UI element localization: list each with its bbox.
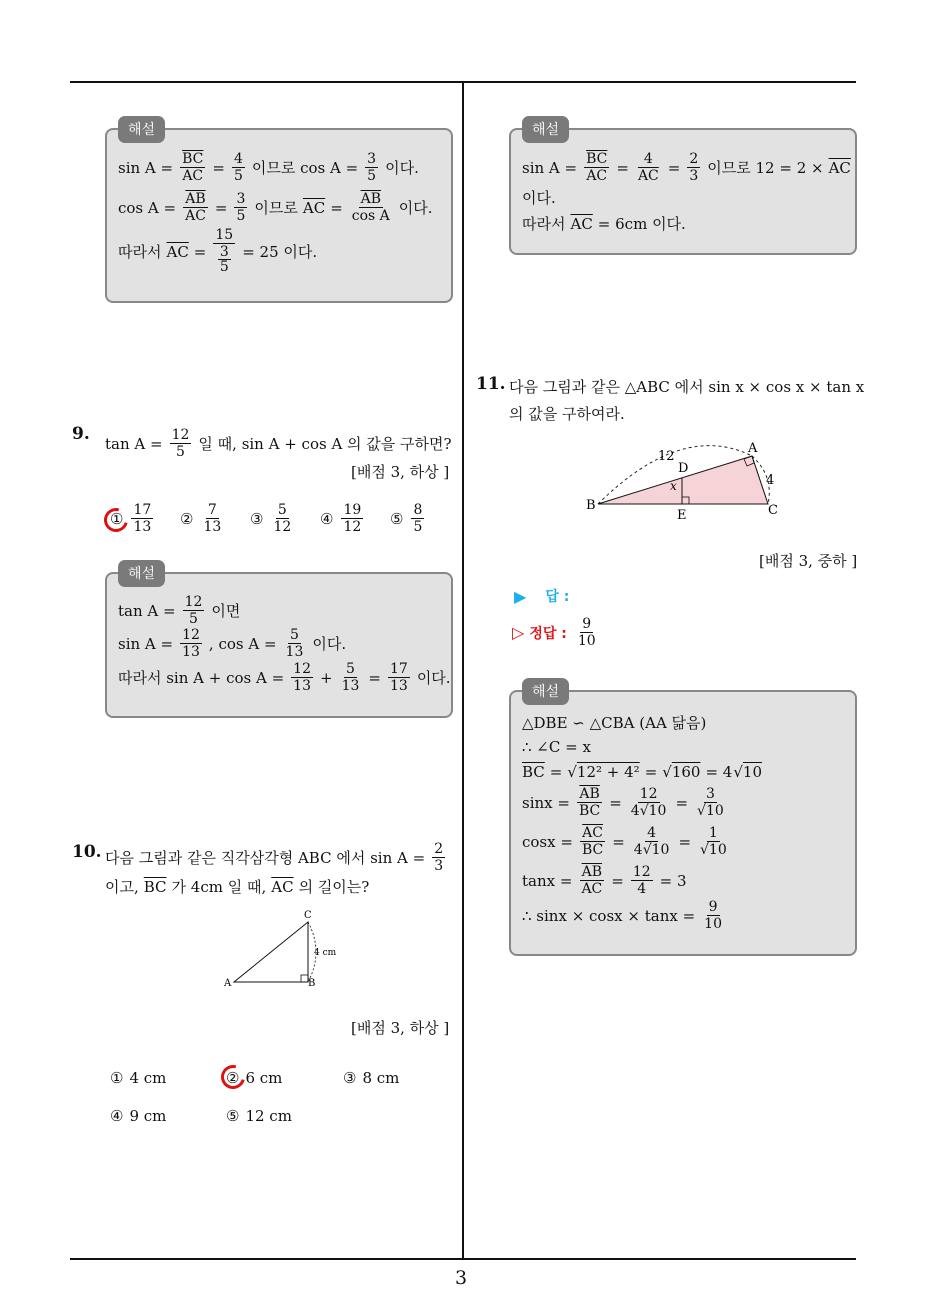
- numerator: 17: [389, 661, 408, 677]
- segment-ac: $\overline{AC}$: [302, 198, 326, 217]
- solution-box-q10: [509, 128, 857, 255]
- choice-3[interactable]: [250, 503, 295, 534]
- text: =: [616, 158, 629, 177]
- solution-line: [118, 662, 451, 693]
- vertex-label-b: B: [586, 498, 596, 513]
- numerator: 3: [367, 151, 377, 167]
- right-angle-mark: [301, 975, 308, 982]
- denominator: [216, 244, 233, 275]
- text: cos A =: [118, 198, 177, 217]
- numerator: 1: [708, 825, 718, 841]
- solution-line: [522, 900, 726, 931]
- numerator: 5: [277, 502, 287, 518]
- solution-line: [522, 152, 851, 183]
- text: 따라서: [118, 243, 162, 262]
- length-label-4: 4: [766, 473, 775, 488]
- answer-label: 답 :: [545, 589, 570, 605]
- denominator: 5: [413, 518, 423, 535]
- radicand: 10: [742, 763, 763, 781]
- numerator: $\overline{AC}$: [582, 825, 603, 841]
- choice-text: 8 cm: [362, 1069, 400, 1087]
- text: 이다.: [416, 669, 451, 688]
- question-number: 10.: [72, 842, 102, 862]
- correct-answer-label: 정답 :: [529, 625, 567, 642]
- choice-marker: ①: [110, 509, 124, 528]
- question-stem-line2: [105, 876, 369, 897]
- denominator: 13: [182, 643, 200, 660]
- score-label: [배점 3, 하상 ]: [351, 1019, 450, 1037]
- choice-text: 9 cm: [129, 1107, 167, 1125]
- text: 이므로: [254, 199, 298, 218]
- fraction: [170, 428, 192, 459]
- text: =: [214, 198, 228, 217]
- fraction: [629, 787, 669, 818]
- fraction: [636, 152, 661, 183]
- fraction: [232, 152, 245, 183]
- text: =: [193, 242, 207, 261]
- fraction: [584, 152, 609, 183]
- text: = 4: [705, 763, 733, 781]
- text: = 3: [659, 871, 687, 890]
- vertex-label-e: E: [677, 508, 687, 523]
- text: 이다.: [398, 199, 433, 218]
- choice-5[interactable]: [226, 1107, 292, 1125]
- vertex-label-a: A: [748, 441, 758, 456]
- fraction: [183, 192, 208, 223]
- length-label-12: 12: [658, 449, 675, 464]
- denominator: 13: [133, 518, 152, 535]
- denominator: 5: [176, 443, 185, 460]
- denominator: 13: [341, 677, 360, 694]
- denominator: AC: [581, 880, 603, 897]
- inner-numerator: 3: [219, 243, 229, 260]
- text: 이므로 cos A =: [251, 159, 359, 178]
- numerator: 12: [639, 786, 658, 802]
- numerator: 3: [236, 191, 246, 207]
- text: 가 4cm 일 때,: [171, 878, 267, 896]
- denominator: AC: [185, 207, 206, 224]
- denominator: 4√10: [633, 841, 670, 858]
- denominator: 3: [434, 857, 444, 874]
- question-number: 11.: [476, 374, 506, 394]
- correct-answer-row: [512, 617, 600, 648]
- denominator: BC: [581, 841, 604, 858]
- choice-marker: ②: [226, 1069, 240, 1087]
- fraction: [341, 503, 363, 534]
- denominator: cos A: [351, 207, 390, 224]
- text: tanx =: [522, 871, 573, 890]
- text: 이면: [211, 602, 241, 621]
- inner-denominator: 5: [219, 259, 229, 276]
- outline-triangle-icon: ▷: [512, 623, 525, 643]
- fraction: [271, 503, 293, 534]
- numerator: 12: [632, 864, 651, 880]
- text: =: [212, 158, 225, 177]
- segment-ac: $\overline{AC}$: [828, 158, 851, 177]
- fraction: [131, 503, 153, 534]
- solution-line: [118, 628, 346, 659]
- numerator: 12: [293, 661, 311, 677]
- fraction: [702, 900, 724, 931]
- denominator: AC: [637, 167, 659, 184]
- solution-tag: 해설: [522, 116, 569, 143]
- choice-marker: ①: [110, 1069, 124, 1087]
- numerator: 15: [215, 227, 234, 243]
- text: sin A =: [522, 158, 578, 177]
- triangle-abc: [234, 922, 308, 982]
- fraction: [234, 192, 247, 223]
- question-number: 9.: [72, 424, 90, 444]
- text: tan A =: [105, 434, 163, 453]
- segment-bc: $\overline{BC}$: [143, 877, 167, 896]
- solution-line: [522, 826, 731, 857]
- denominator: 5: [189, 610, 198, 627]
- choice-3[interactable]: [343, 1069, 399, 1087]
- vertex-label-a: A: [224, 978, 232, 989]
- solution-line: [118, 192, 433, 223]
- fraction: [579, 865, 604, 896]
- text: 일 때, sin A + cos A 의 값을 구하면?: [198, 435, 452, 454]
- denominator: 13: [203, 518, 222, 535]
- fraction: [180, 152, 205, 183]
- choice-text: 4 cm: [129, 1069, 167, 1087]
- score-label: [배점 3, 중하 ]: [759, 552, 858, 570]
- denominator: 13: [293, 677, 311, 694]
- play-triangle-icon: ▶: [514, 586, 527, 606]
- question-stem: [105, 428, 452, 459]
- text: = 6cm 이다.: [597, 215, 686, 233]
- numerator: 5: [346, 661, 355, 677]
- segment-bc: $\overline{BC}$: [522, 763, 545, 781]
- fraction: [388, 662, 410, 693]
- bottom-rule: [70, 1258, 856, 1260]
- text: =: [612, 832, 625, 851]
- numerator: 2: [434, 841, 444, 857]
- numerator: $\overline{AB}$: [581, 864, 603, 880]
- triangle-figure-q11: [582, 436, 792, 526]
- text: = 25 이다.: [242, 243, 318, 262]
- text: 따라서 sin A + cos A =: [118, 669, 285, 688]
- denominator: 10: [704, 915, 722, 932]
- text: sinx =: [522, 793, 570, 812]
- denominator: AC: [182, 167, 204, 184]
- choice-text: 12 cm: [245, 1107, 292, 1125]
- triangle-figure-q10: [220, 905, 350, 995]
- fraction: [284, 628, 306, 659]
- numerator: $\overline{BC}$: [182, 151, 204, 167]
- denominator: 10: [577, 632, 596, 649]
- solution-line: [522, 763, 762, 781]
- numerator: 2: [689, 151, 699, 167]
- fraction: [698, 826, 729, 857]
- fraction: [365, 152, 378, 183]
- numerator: 12: [184, 594, 203, 610]
- sqrt: √12² + 4²: [567, 763, 640, 781]
- text: 의 길이는?: [298, 878, 370, 896]
- fraction: [411, 503, 424, 534]
- numerator: 7: [207, 502, 217, 518]
- denominator: BC: [578, 802, 601, 819]
- solution-tag: 해설: [118, 560, 165, 587]
- numerator: 5: [289, 627, 299, 643]
- numerator: 4: [647, 825, 657, 841]
- text: =: [368, 668, 381, 687]
- fraction: [350, 192, 392, 223]
- fraction: [183, 595, 205, 626]
- text: +: [320, 668, 333, 687]
- denominator: 5: [367, 167, 377, 184]
- vertex-label-c: C: [768, 503, 778, 518]
- choice-marker: ⑤: [390, 509, 404, 528]
- text: cosx =: [522, 832, 573, 851]
- vertex-label-d: D: [678, 461, 689, 476]
- fraction: [201, 503, 223, 534]
- text: =: [330, 198, 343, 217]
- fraction: [291, 662, 313, 693]
- choice-marker: ③: [250, 509, 264, 528]
- text: 이므로 12 = 2 ×: [707, 159, 824, 178]
- text: ∴ sinx × cosx × tanx =: [522, 906, 696, 925]
- text: , cos A =: [208, 634, 277, 653]
- numerator: $\overline{AB}$: [579, 786, 600, 802]
- denominator: 13: [389, 677, 408, 694]
- denominator: 13: [285, 643, 304, 660]
- numerator: 17: [133, 502, 152, 518]
- text: =: [611, 871, 624, 890]
- denominator: 12: [273, 518, 292, 535]
- answer-input-row[interactable]: [514, 586, 569, 606]
- numerator: 4: [233, 151, 243, 167]
- choice-marker: ⑤: [226, 1107, 240, 1125]
- solution-line: [118, 228, 317, 275]
- vertex-label-c: C: [304, 910, 312, 921]
- fraction: [432, 842, 445, 873]
- denominator: 4: [637, 880, 647, 897]
- solution-line: [522, 787, 728, 818]
- numerator: $\overline{BC}$: [586, 151, 608, 167]
- numerator: 3: [705, 786, 715, 802]
- numerator: 4: [643, 151, 653, 167]
- solution-line: [118, 152, 419, 183]
- text: =: [678, 832, 692, 851]
- solution-line: [522, 213, 686, 234]
- text: sin A =: [118, 158, 174, 177]
- fraction: [687, 152, 700, 183]
- text: 이고,: [105, 878, 139, 896]
- text: 이다.: [312, 635, 347, 654]
- choice-4[interactable]: [320, 503, 365, 534]
- text: =: [609, 793, 622, 812]
- choice-1[interactable]: [110, 1069, 166, 1087]
- vertex-label-b: B: [308, 978, 316, 989]
- numerator: $\overline{AB}$: [360, 191, 381, 207]
- solution-line: [118, 595, 240, 626]
- text: =: [644, 763, 658, 781]
- numerator: 9: [708, 899, 718, 915]
- fraction: [695, 787, 726, 818]
- question-stem-line2: 의 값을 구하여라.: [509, 405, 625, 423]
- segment-ac: $\overline{AC}$: [271, 877, 294, 896]
- choice-marker: ②: [180, 509, 194, 528]
- numerator: 8: [413, 502, 423, 518]
- page-number: 3: [455, 1267, 468, 1289]
- denominator: AC: [586, 167, 608, 184]
- denominator: 5: [236, 207, 246, 224]
- denominator: 4√10: [630, 802, 667, 819]
- radicand: 160: [671, 763, 701, 781]
- radicand: 12² + 4²: [576, 763, 640, 781]
- numerator: 12: [182, 627, 200, 643]
- fraction: [580, 826, 605, 857]
- fraction: [632, 826, 672, 857]
- text: 이다.: [385, 159, 419, 178]
- fraction: [576, 617, 598, 648]
- column-divider: [462, 83, 464, 1259]
- sqrt: √160: [662, 763, 701, 781]
- numerator: $\overline{AB}$: [185, 191, 206, 207]
- denominator: 5: [233, 167, 243, 184]
- text: 다음 그림과 같은 직각삼각형 ABC 에서 sin A =: [105, 849, 426, 868]
- choice-marker: ④: [320, 509, 334, 528]
- text: =: [667, 158, 681, 177]
- score-label: [배점 3, 하상 ]: [351, 463, 450, 481]
- text: =: [675, 793, 689, 812]
- denominator: √10: [700, 841, 727, 858]
- choice-marker: ④: [110, 1107, 124, 1125]
- length-label: 4 cm: [314, 948, 337, 958]
- choice-1[interactable]: [110, 503, 155, 534]
- solution-line: △DBE ∽ △CBA (AA 닮음): [522, 714, 707, 732]
- solution-tag: 해설: [522, 678, 569, 705]
- solution-line: ∴ ∠C = x: [522, 738, 591, 756]
- numerator: 19: [343, 502, 362, 518]
- text: 따라서: [522, 215, 566, 233]
- question-stem: [105, 842, 447, 873]
- angle-label-x: x: [670, 479, 677, 493]
- choice-5[interactable]: [390, 503, 426, 534]
- compound-fraction: [213, 228, 235, 275]
- fraction: [577, 787, 602, 818]
- choice-text: 6 cm: [245, 1069, 283, 1087]
- text: =: [549, 763, 563, 781]
- question-stem: 다음 그림과 같은 △ABC 에서 sin x × cos x × tan x: [509, 378, 865, 396]
- text: tan A =: [118, 601, 176, 620]
- sqrt: √10: [733, 763, 763, 781]
- denominator: √10: [697, 802, 724, 819]
- choice-2[interactable]: [226, 1069, 282, 1087]
- fraction: [631, 865, 653, 896]
- fraction: [180, 628, 202, 659]
- solution-tag: 해설: [118, 116, 165, 143]
- choice-2[interactable]: [180, 503, 225, 534]
- choice-marker: ③: [343, 1069, 357, 1087]
- denominator: 3: [689, 167, 699, 184]
- fraction: [340, 662, 362, 693]
- segment-ac: $\overline{AC}$: [166, 242, 189, 261]
- choice-4[interactable]: [110, 1107, 166, 1125]
- segment-ac: $\overline{AC}$: [570, 214, 593, 233]
- denominator: 12: [343, 518, 362, 535]
- solution-line: 이다.: [522, 189, 556, 207]
- numerator: 9: [582, 616, 592, 632]
- solution-line: [522, 865, 687, 896]
- text: sin A =: [118, 634, 174, 653]
- numerator: 12: [171, 427, 190, 443]
